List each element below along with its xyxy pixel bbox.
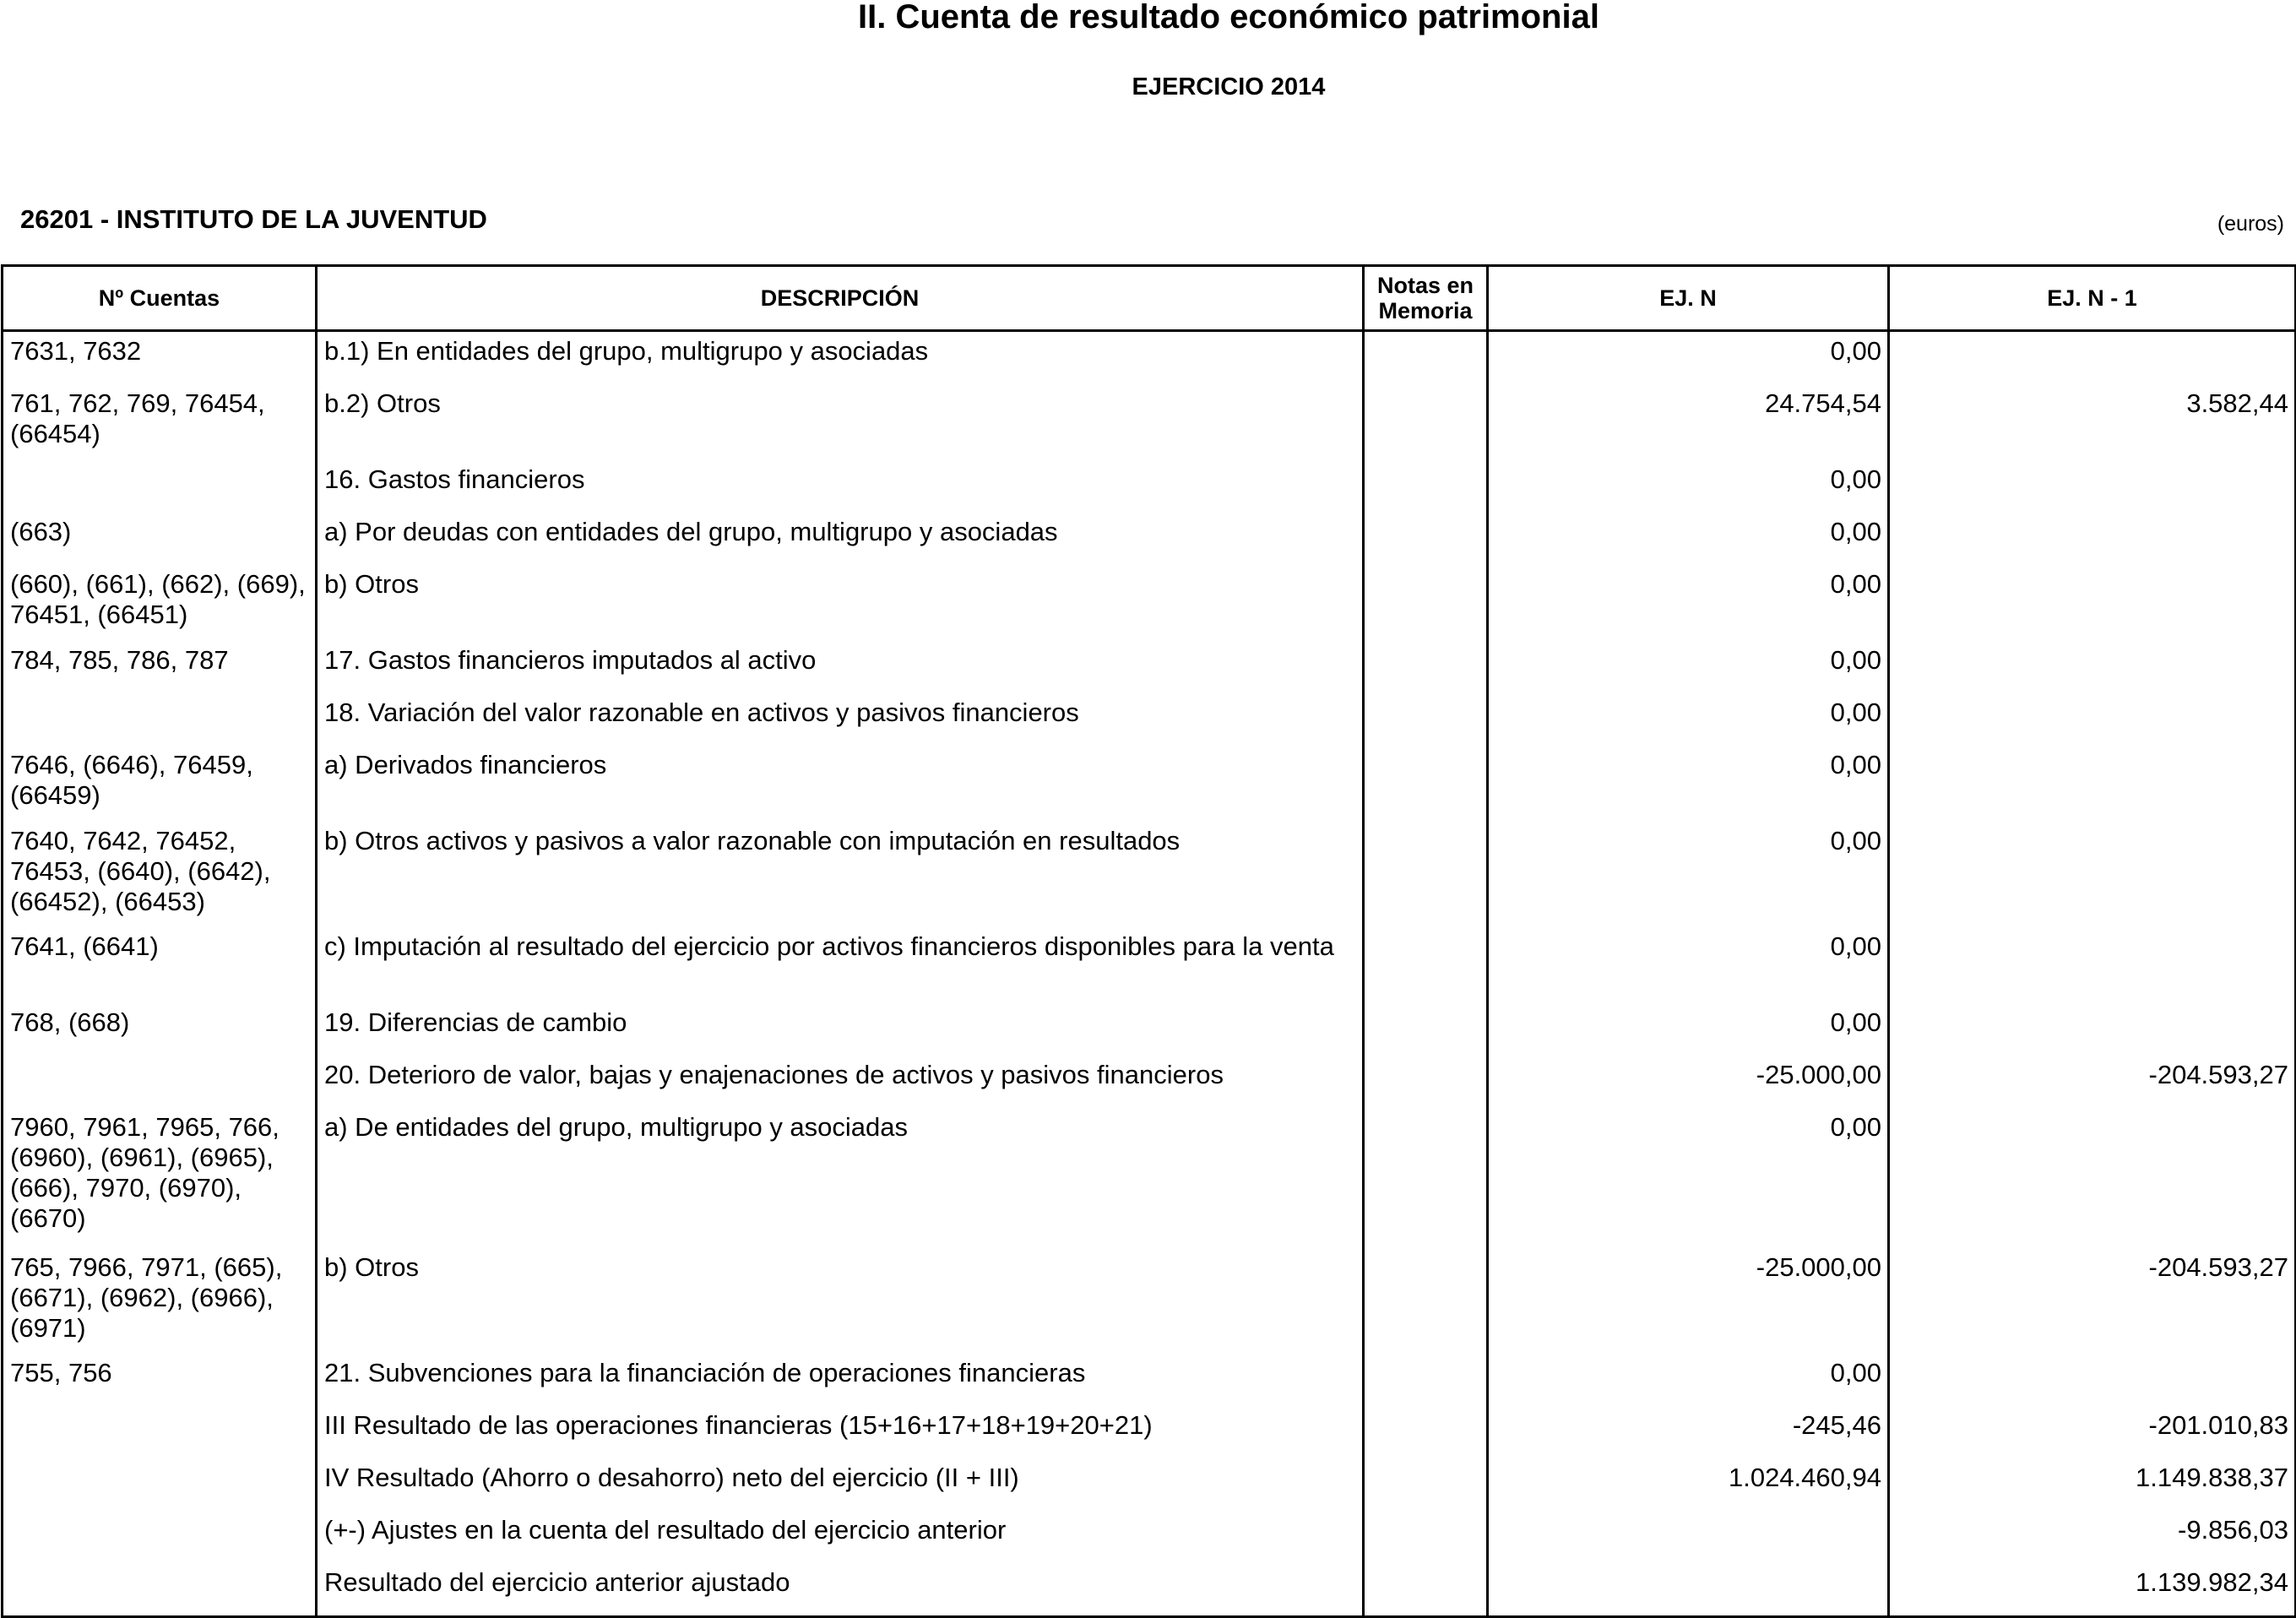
cell-previous-year: 1.149.838,37 — [1889, 1458, 2296, 1511]
income-statement-table — [1, 264, 2296, 1618]
cell-description: a) Por deudas con entidades del grupo, multigrupo y asociadas — [317, 513, 1364, 565]
cell-current-year: 0,00 — [1488, 641, 1889, 693]
cell-accounts: 765, 7966, 7971, (665), (6671), (6962), (6966), (6971) — [3, 1248, 317, 1354]
table-row — [3, 822, 2296, 927]
table-row — [3, 384, 2296, 460]
cell-current-year: -25.000,00 — [1488, 1056, 1889, 1108]
cell-previous-year — [1889, 1108, 2296, 1248]
cell-current-year: 0,00 — [1488, 565, 1889, 641]
table-row — [3, 1003, 2296, 1056]
cell-accounts: 7646, (6646), 76459, (66459) — [3, 746, 317, 822]
cell-notes — [1364, 1003, 1488, 1056]
entity-name: 26201 - INSTITUTO DE LA JUVENTUD — [20, 204, 487, 234]
cell-current-year — [1488, 1563, 1889, 1617]
cell-previous-year — [1889, 746, 2296, 822]
cell-description: b) Otros — [317, 565, 1364, 641]
cell-description: 20. Deterioro de valor, bajas y enajenaciones de activos y pasivos financieros — [317, 1056, 1364, 1108]
cell-previous-year — [1889, 565, 2296, 641]
cell-notes — [1364, 822, 1488, 927]
cell-previous-year: -204.593,27 — [1889, 1248, 2296, 1354]
cell-accounts — [3, 460, 317, 513]
cell-description: 19. Diferencias de cambio — [317, 1003, 1364, 1056]
cell-current-year: 0,00 — [1488, 1354, 1889, 1406]
column-header-notes-line2: Memoria — [1378, 298, 1473, 323]
cell-previous-year — [1889, 1003, 2296, 1056]
cell-accounts: 761, 762, 769, 76454, (66454) — [3, 384, 317, 460]
cell-previous-year — [1889, 1354, 2296, 1406]
cell-notes — [1364, 460, 1488, 513]
column-header-notes-line1: Notas en — [1376, 273, 1474, 298]
cell-accounts — [3, 1563, 317, 1617]
table-row — [3, 460, 2296, 513]
cell-notes — [1364, 1563, 1488, 1617]
cell-accounts: 755, 756 — [3, 1354, 317, 1406]
cell-accounts: 768, (668) — [3, 1003, 317, 1056]
cell-description: a) De entidades del grupo, multigrupo y asociadas — [317, 1108, 1364, 1248]
cell-previous-year: -201.010,83 — [1889, 1406, 2296, 1458]
cell-current-year: 0,00 — [1488, 822, 1889, 927]
table-row — [3, 1056, 2296, 1108]
cell-previous-year: -204.593,27 — [1889, 1056, 2296, 1108]
cell-accounts — [3, 1511, 317, 1563]
cell-previous-year: 1.139.982,34 — [1889, 1563, 2296, 1617]
cell-current-year: 24.754,54 — [1488, 384, 1889, 460]
table-header-row — [3, 266, 2296, 331]
cell-accounts: 7960, 7961, 7965, 766, (6960), (6961), (6965), (666), 7970, (6970), (6670) — [3, 1108, 317, 1248]
cell-previous-year — [1889, 513, 2296, 565]
table-row — [3, 746, 2296, 822]
cell-current-year — [1488, 1511, 1889, 1563]
cell-description: c) Imputación al resultado del ejercicio por activos financieros disponibles para la venta — [317, 927, 1364, 1003]
cell-previous-year — [1889, 927, 2296, 1003]
cell-current-year: 0,00 — [1488, 693, 1889, 746]
cell-accounts: (660), (661), (662), (669), 76451, (66451) — [3, 565, 317, 641]
cell-accounts: 7631, 7632 — [3, 331, 317, 385]
column-header-accounts: Nº Cuentas — [3, 266, 317, 331]
table-row — [3, 513, 2296, 565]
cell-notes — [1364, 1108, 1488, 1248]
cell-previous-year — [1889, 331, 2296, 385]
cell-current-year: 1.024.460,94 — [1488, 1458, 1889, 1511]
table-row — [3, 1248, 2296, 1354]
cell-description: b.1) En entidades del grupo, multigrupo y asociadas — [317, 331, 1364, 385]
cell-notes — [1364, 1458, 1488, 1511]
cell-current-year: 0,00 — [1488, 331, 1889, 385]
cell-previous-year — [1889, 693, 2296, 746]
cell-current-year: 0,00 — [1488, 513, 1889, 565]
cell-accounts — [3, 1056, 317, 1108]
cell-notes — [1364, 513, 1488, 565]
cell-notes — [1364, 384, 1488, 460]
cell-previous-year — [1889, 822, 2296, 927]
table-row — [3, 1563, 2296, 1617]
cell-notes — [1364, 641, 1488, 693]
cell-notes — [1364, 1406, 1488, 1458]
cell-previous-year: -9.856,03 — [1889, 1511, 2296, 1563]
cell-accounts: (663) — [3, 513, 317, 565]
cell-current-year: 0,00 — [1488, 927, 1889, 1003]
cell-current-year: -25.000,00 — [1488, 1248, 1889, 1354]
table-row — [3, 693, 2296, 746]
cell-description: Resultado del ejercicio anterior ajustado — [317, 1563, 1364, 1617]
cell-description: 17. Gastos financieros imputados al activo — [317, 641, 1364, 693]
cell-notes — [1364, 1511, 1488, 1563]
table-row — [3, 331, 2296, 385]
cell-notes — [1364, 1354, 1488, 1406]
cell-description: b.2) Otros — [317, 384, 1364, 460]
table-row — [3, 1406, 2296, 1458]
cell-notes — [1364, 1056, 1488, 1108]
table-row — [3, 1458, 2296, 1511]
currency-units: (euros) — [2217, 212, 2284, 236]
table-row — [3, 1108, 2296, 1248]
cell-current-year: 0,00 — [1488, 1108, 1889, 1248]
cell-previous-year — [1889, 641, 2296, 693]
cell-accounts: 7641, (6641) — [3, 927, 317, 1003]
cell-description: 16. Gastos financieros — [317, 460, 1364, 513]
cell-current-year: 0,00 — [1488, 1003, 1889, 1056]
cell-accounts: 7640, 7642, 76452, 76453, (6640), (6642), (66452), (66453) — [3, 822, 317, 927]
cell-notes — [1364, 331, 1488, 385]
table-row — [3, 1511, 2296, 1563]
column-header-notes — [1364, 266, 1488, 331]
cell-description: IV Resultado (Ahorro o desahorro) neto del ejercicio (II + III) — [317, 1458, 1364, 1511]
cell-description: (+-) Ajustes en la cuenta del resultado del ejercicio anterior — [317, 1511, 1364, 1563]
cell-notes — [1364, 565, 1488, 641]
fiscal-year-heading: EJERCICIO 2014 — [1132, 73, 1326, 100]
cell-description: III Resultado de las operaciones financieras (15+16+17+18+19+20+21) — [317, 1406, 1364, 1458]
cell-accounts — [3, 693, 317, 746]
cell-previous-year: 3.582,44 — [1889, 384, 2296, 460]
cell-description: 18. Variación del valor razonable en activos y pasivos financieros — [317, 693, 1364, 746]
cell-description: 21. Subvenciones para la financiación de operaciones financieras — [317, 1354, 1364, 1406]
cell-description: b) Otros activos y pasivos a valor razonable con imputación en resultados — [317, 822, 1364, 927]
cell-notes — [1364, 746, 1488, 822]
table-row — [3, 641, 2296, 693]
cell-accounts: 784, 785, 786, 787 — [3, 641, 317, 693]
cell-previous-year — [1889, 460, 2296, 513]
cell-notes — [1364, 927, 1488, 1003]
column-header-previous-year: EJ. N - 1 — [1889, 266, 2296, 331]
cell-description: b) Otros — [317, 1248, 1364, 1354]
column-header-current-year: EJ. N — [1488, 266, 1889, 331]
cell-current-year: 0,00 — [1488, 460, 1889, 513]
table-row — [3, 565, 2296, 641]
column-header-description: DESCRIPCIÓN — [317, 266, 1364, 331]
cell-current-year: -245,46 — [1488, 1406, 1889, 1458]
cell-notes — [1364, 1248, 1488, 1354]
cell-current-year: 0,00 — [1488, 746, 1889, 822]
table-row — [3, 1354, 2296, 1406]
cell-notes — [1364, 693, 1488, 746]
cell-accounts — [3, 1458, 317, 1511]
page-title: II. Cuenta de resultado económico patrimonial — [858, 0, 1599, 35]
table-row — [3, 927, 2296, 1003]
cell-description: a) Derivados financieros — [317, 746, 1364, 822]
cell-accounts — [3, 1406, 317, 1458]
